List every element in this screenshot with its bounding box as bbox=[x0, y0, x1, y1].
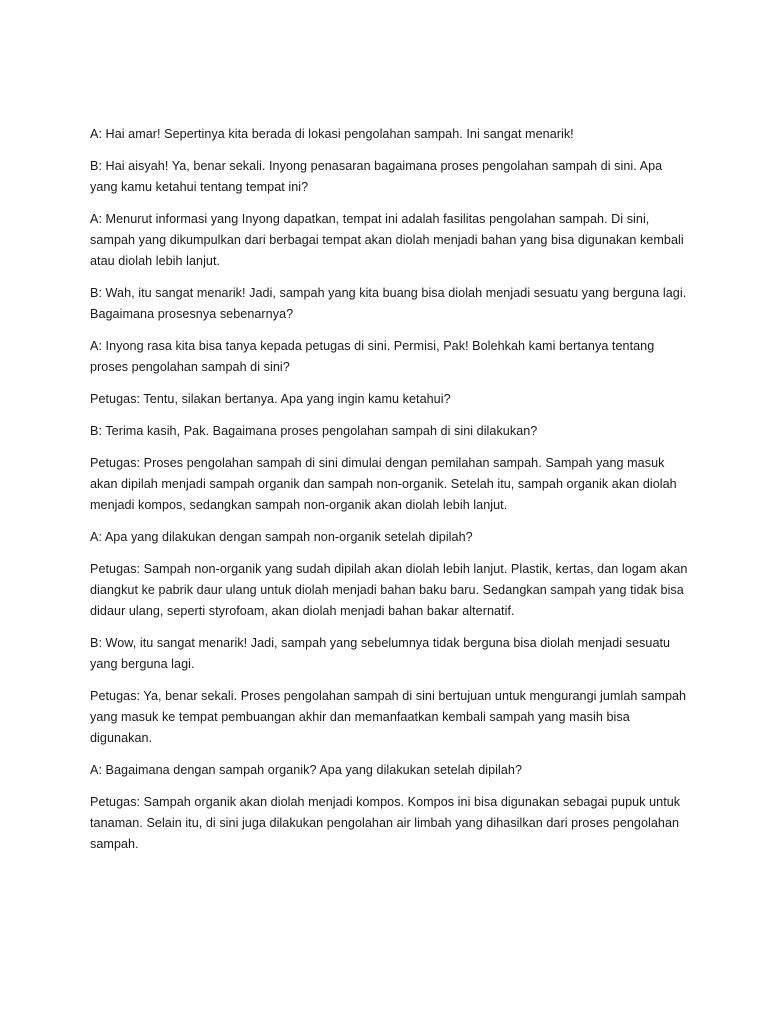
dialogue-paragraph: A: Bagaimana dengan sampah organik? Apa yang dilakukan setelah dipilah? bbox=[90, 763, 523, 777]
dialogue-paragraph: A: Hai amar! Sepertinya kita berada di lokasi pengolahan sampah. Ini sangat menarik! bbox=[90, 127, 574, 141]
dialogue-paragraph: A: Menurut informasi yang Inyong dapatkan, tempat ini adalah fasilitas pengolahan sampah. Di sini, sampah yang dikumpulkan dari berbagai tempat akan diolah menjadi bahan yang bisa digunakan kembali atau diolah lebih lanjut. bbox=[90, 212, 684, 268]
dialogue-paragraph: B: Wah, itu sangat menarik! Jadi, sampah yang kita buang bisa diolah menjadi sesuatu yang berguna lagi. Bagaimana prosesnya sebenarnya? bbox=[90, 286, 687, 321]
dialogue-paragraph: A: Inyong rasa kita bisa tanya kepada petugas di sini. Permisi, Pak! Bolehkah kami bertanya tentang proses pengolahan sampah di sini? bbox=[90, 339, 655, 374]
dialogue-paragraph: B: Hai aisyah! Ya, benar sekali. Inyong penasaran bagaimana proses pengolahan sampah di sini. Apa yang kamu ketahui tentang tempat ini? bbox=[90, 159, 663, 194]
dialogue-paragraph: Petugas: Proses pengolahan sampah di sini dimulai dengan pemilahan sampah. Sampah yang masuk akan dipilah menjadi sampah organik dan sampah non-organik. Setelah itu, sampah organik akan diolah menjadi kompos, sedangkan sampah non-organik akan diolah lebih lanjut. bbox=[90, 456, 677, 512]
dialogue-paragraph: Petugas: Ya, benar sekali. Proses pengolahan sampah di sini bertujuan untuk mengurangi jumlah sampah yang masuk ke tempat pembuangan akhir dan memanfaatkan kembali sampah yang masih bisa digunakan. bbox=[90, 689, 687, 745]
dialogue-paragraph: A: Apa yang dilakukan dengan sampah non-organik setelah dipilah? bbox=[90, 530, 473, 544]
dialogue-paragraph: B: Wow, itu sangat menarik! Jadi, sampah yang sebelumnya tidak berguna bisa diolah menjadi sesuatu yang berguna lagi. bbox=[90, 636, 671, 671]
dialogue-paragraph: B: Terima kasih, Pak. Bagaimana proses pengolahan sampah di sini dilakukan? bbox=[90, 424, 538, 438]
dialogue-paragraph: Petugas: Sampah non-organik yang sudah dipilah akan diolah lebih lanjut. Plastik, kertas, dan logam akan diangkut ke pabrik daur ulang untuk diolah menjadi bahan baku baru. Sedangkan sampah yang tidak bisa didaur ulang, seperti styrofoam, akan diolah menjadi bahan bakar alternatif. bbox=[90, 562, 688, 618]
dialogue-paragraph: Petugas: Tentu, silakan bertanya. Apa yang ingin kamu ketahui? bbox=[90, 392, 451, 406]
dialogue-paragraph: Petugas: Sampah organik akan diolah menjadi kompos. Kompos ini bisa digunakan sebagai pupuk untuk tanaman. Selain itu, di sini juga dilakukan pengolahan air limbah yang dihasilkan dari proses pengolahan sampah. bbox=[90, 795, 681, 851]
